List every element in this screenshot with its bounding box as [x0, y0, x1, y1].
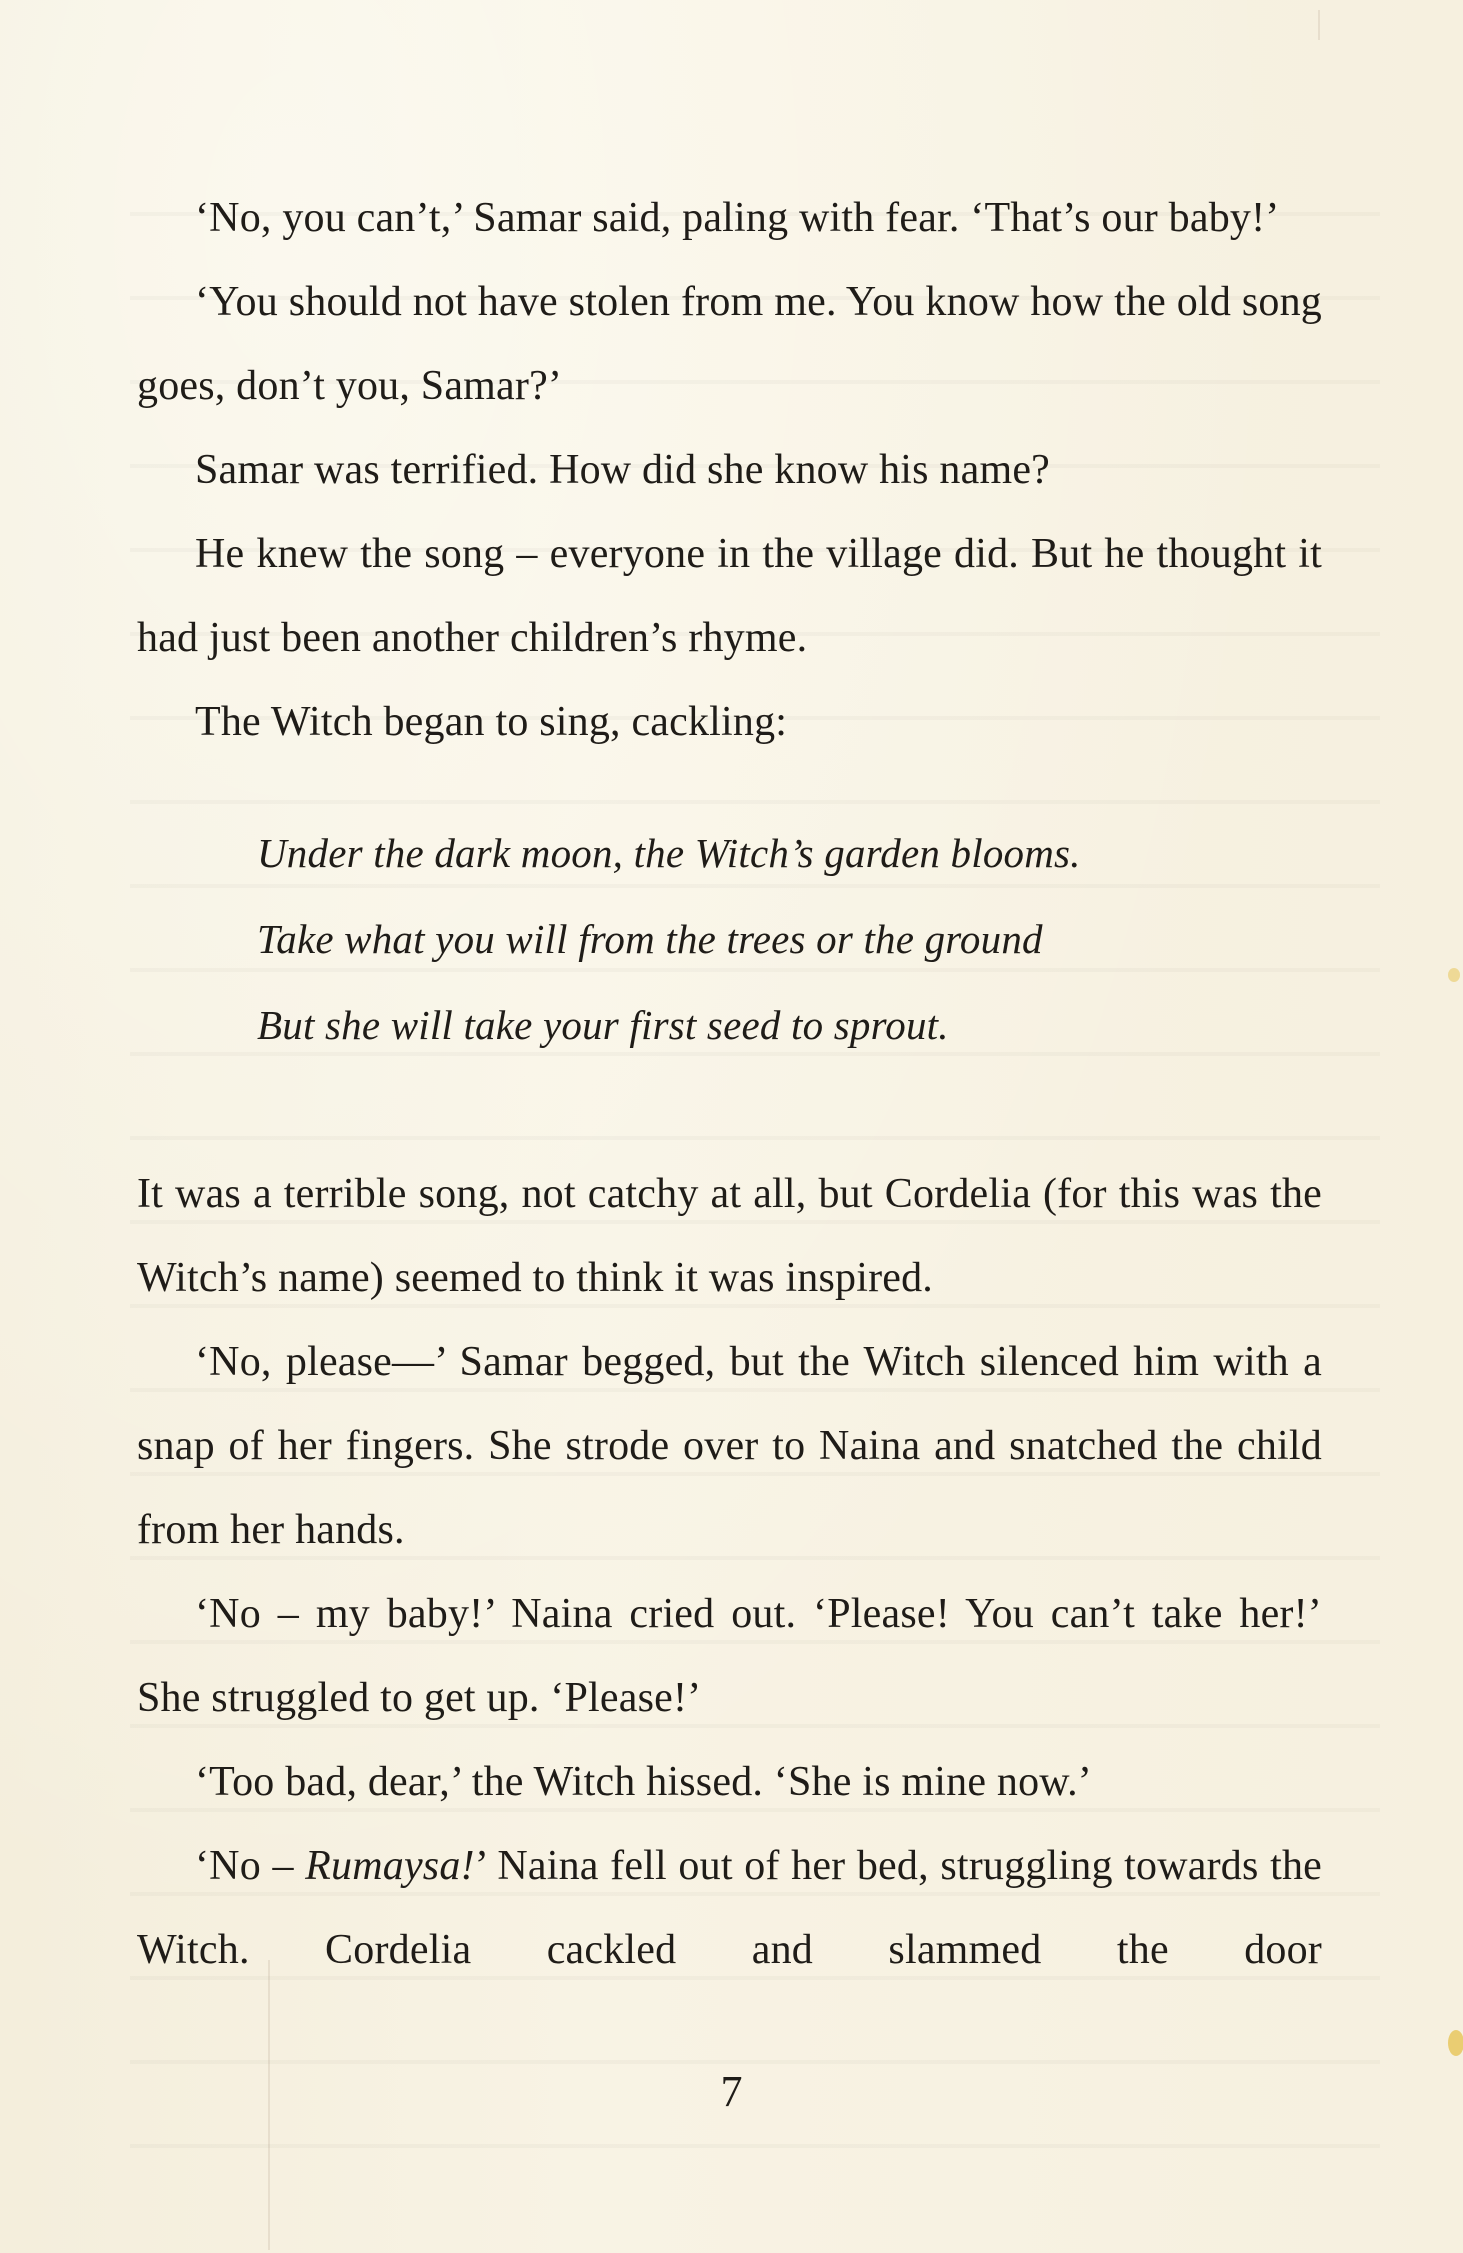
paper-fleck	[1448, 968, 1460, 982]
song-verse	[257, 810, 1322, 1068]
paragraph-7: ‘No, please—’ Samar begged, but the Witch silenced him with a snap of her fingers. She strode over to Naina and snatched the child from her hands.	[137, 1339, 1322, 1553]
page-crease	[1318, 10, 1320, 40]
verse-line-2: Take what you will from the trees or the ground	[257, 916, 1043, 962]
verse-line-3: But she will take your first seed to sprout.	[257, 1002, 949, 1048]
paragraph-4: He knew the song – everyone in the village did. But he thought it had just been another children’s rhyme.	[137, 531, 1322, 661]
verse-line-1: Under the dark moon, the Witch’s garden blooms.	[257, 830, 1081, 876]
paragraph-10-start: ‘No –	[195, 1843, 306, 1889]
paragraph-9: ‘Too bad, dear,’ the Witch hissed. ‘She is mine now.’	[195, 1759, 1092, 1805]
paragraph-10	[137, 1824, 1322, 1992]
name-rumaysa: Rumaysa!	[305, 1843, 475, 1889]
paragraph-1: ‘No, you can’t,’ Samar said, paling with fear. ‘That’s our baby!’	[195, 195, 1280, 241]
paragraph-5: The Witch began to sing, cackling:	[195, 699, 788, 745]
paragraph-2: ‘You should not have stolen from me. You know how the old song goes, don’t you, Samar?’	[137, 279, 1322, 409]
body-text	[137, 176, 1322, 1992]
paragraph-8: ‘No – my baby!’ Naina cried out. ‘Please! You can’t take her!’ She struggled to get up. ‘Please!’	[137, 1591, 1322, 1721]
paper-fleck	[1448, 2030, 1463, 2056]
paragraph-3: Samar was terrified. How did she know his name?	[195, 447, 1051, 493]
paragraph-6: It was a terrible song, not catchy at all, but Cordelia (for this was the Witch’s name) seemed to think it was inspired.	[137, 1171, 1322, 1301]
page-number: 7	[720, 2067, 743, 2116]
paragraph-10-rest: ’ Naina fell out of her bed, struggling towards the Witch. Cordelia cackled and slammed the door	[137, 1843, 1322, 1973]
